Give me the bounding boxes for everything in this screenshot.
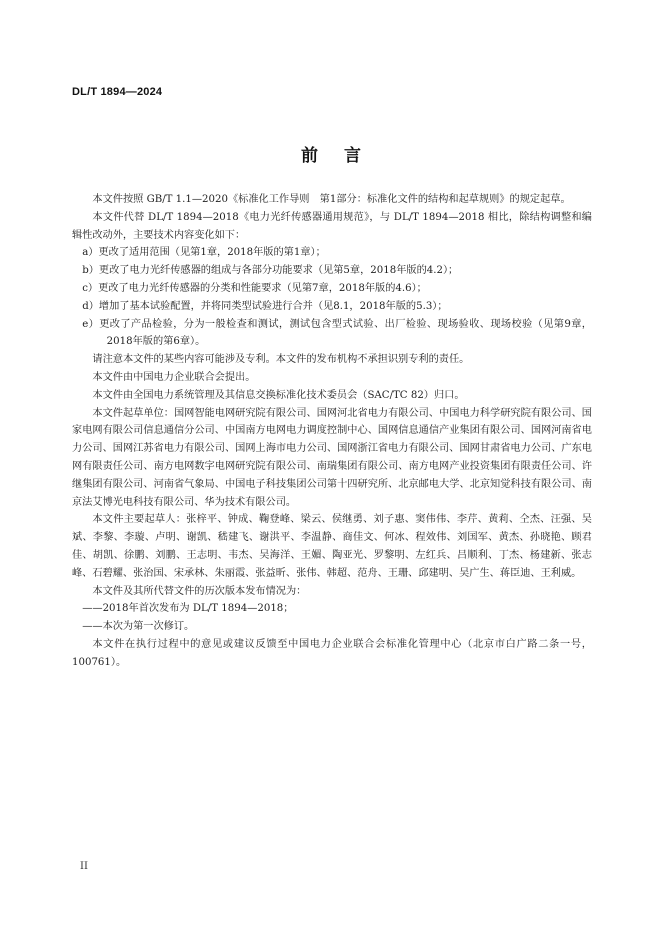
paragraph-drafting-units: 本文件起草单位：国网智能电网研究院有限公司、国网河北省电力有限公司、中国电力科学研究院有限公司、国家电网有限公司信息通信分公司、中国南方电网电力调度控制中心、国网信息通信产业集团有限公司、国网河南省电力公司、国网江苏省电力有限公司、国网上海市电力公司、国网浙江省电力有限公司、国网甘肃省电力公司、广东电网有限责任公司、南方电网数字电网研究院有限公司、南瑞集团有限公司、南方电网产业投资集团有限责任公司、许继集团有限公司、河南省气象局、中国电子科技集团公司第十四研究所、北京邮电大学、北京知觉科技有限公司、南京法艾博光电科技有限公司、华为技术有限公司。 <box>72 407 592 508</box>
foreword-body <box>72 191 592 672</box>
history-item-1: ——2018年首次发布为 DL/T 1894—2018； <box>82 603 294 615</box>
page-title: 前言 <box>301 146 387 166</box>
change-item-c: c）更改了电力光纤传感器的分类和性能要求（见第7章，2018年版的4.6）； <box>82 282 427 294</box>
paragraph-committee: 本文件由全国电力系统管理及其信息交换标准化技术委员会（SAC/TC 82）归口。 <box>92 389 465 401</box>
paragraph-feedback: 本文件在执行过程中的意见或建议反馈至中国电力企业联合会标准化管理中心（北京市白广路二条一号，100761）。 <box>72 638 592 668</box>
change-item-e: e）更改了产品检验，分为一般检查和测试，测试包含型式试验、出厂检验、现场验收、现场校验（见第9章，2018年版的第6章）。 <box>82 318 592 348</box>
page-number: II <box>80 861 88 872</box>
paragraph-drafting-rules: 本文件按照 GB/T 1.1—2020《标准化工作导则 第1部分：标准化文件的结构和起草规则》的规定起草。 <box>92 194 571 205</box>
change-item-a: a）更改了适用范围（见第1章，2018年版的第1章）； <box>82 247 326 259</box>
paragraph-history-intro: 本文件及其所代替文件的历次版本发布情况为： <box>92 585 307 597</box>
change-item-b: b）更改了电力光纤传感器的组成与各部分功能要求（见第5章，2018年版的4.2）； <box>82 265 459 277</box>
paragraph-drafters: 本文件主要起草人：张梓平、钟成、鞠登峰、梁云、侯继勇、刘子惠、窦伟伟、李芹、黄莉、仝杰、汪强、吴斌、李黎、李璇、卢明、谢凯、嵇建飞、谢洪平、李温静、商佳文、何冰、程效伟、刘国军、黄杰、孙晓艳、顾君佳、胡凯、徐鹏、刘鹏、王志明、韦杰、吴海洋、王媚、陶亚光、罗黎明、左红兵、吕顺利、丁杰、杨建新、张志峰、石碧耀、张治国、宋承林、朱丽霞、张益昕、张伟、韩超、范舟、王珊、邱建明、吴广生、蒋臣迪、王利威。 <box>72 514 592 579</box>
change-item-d: d）增加了基本试验配置，并将同类型试验进行合并（见8.1，2018年版的5.3）； <box>82 300 448 312</box>
paragraph-patent-notice: 请注意本文件的某些内容可能涉及专利。本文件的发布机构不承担识别专利的责任。 <box>92 354 470 366</box>
paragraph-proposer: 本文件由中国电力企业联合会提出。 <box>92 371 256 383</box>
history-item-2: ——本次为第一次修订。 <box>82 621 195 633</box>
paragraph-replacement: 本文件代替 DL/T 1894—2018《电力光纤传感器通用规范》，与 DL/T 1894—2018 相比，除结构调整和编辑性改动外，主要技术内容变化如下： <box>72 211 592 241</box>
document-code: DL/T 1894—2024 <box>72 86 163 98</box>
